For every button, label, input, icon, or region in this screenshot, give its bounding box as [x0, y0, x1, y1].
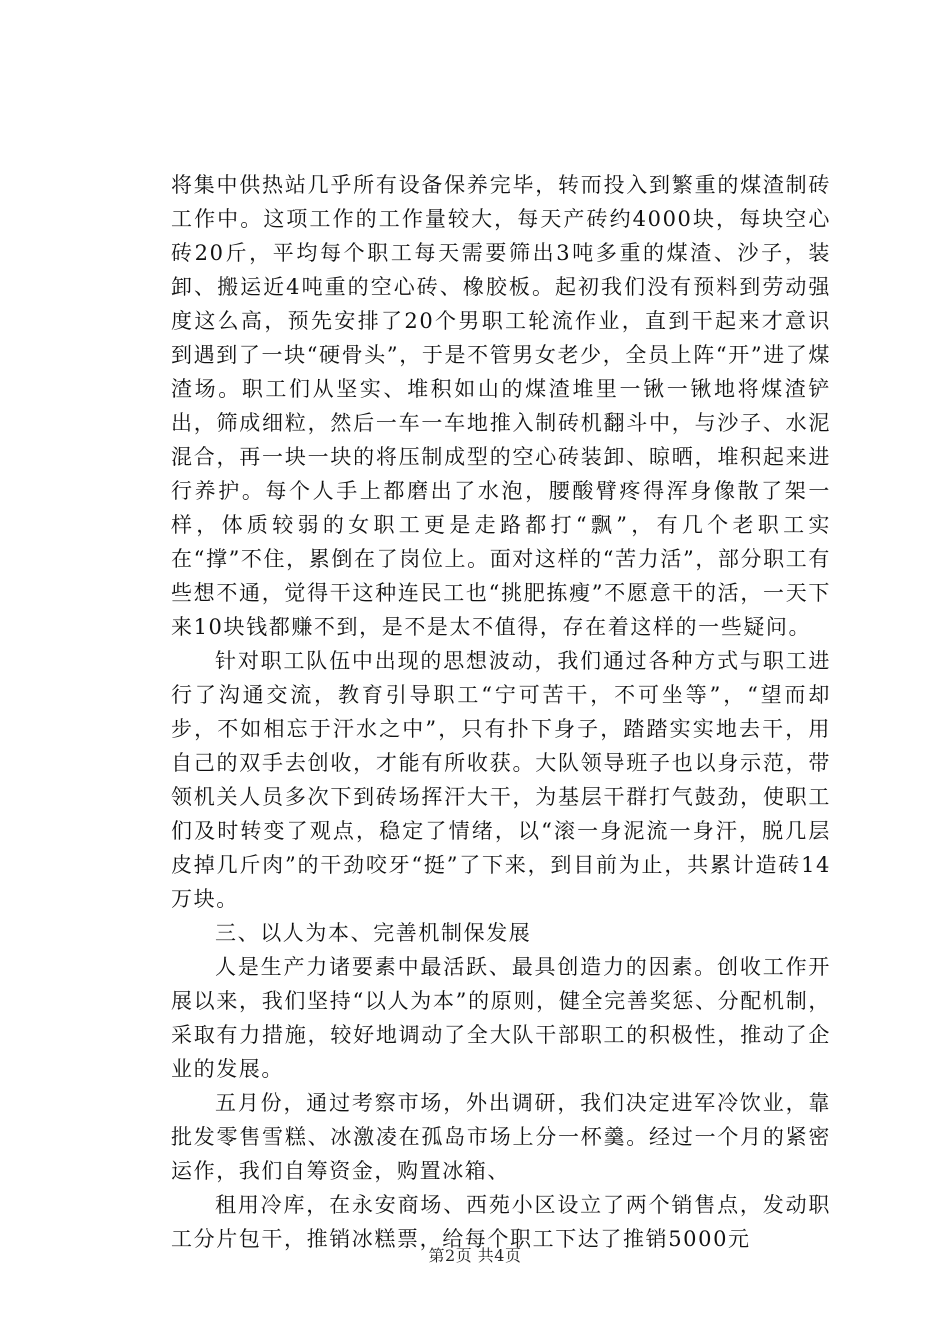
paragraph-4: 五月份，通过考察市场，外出调研，我们决定进军冷饮业，靠批发零售雪糕、冰激凌在孤岛市场上分一杯羹。经过一个月的紧密运作，我们自筹资金，购置冰箱、	[171, 1091, 831, 1183]
section-heading: 三、以人为本、完善机制保发展	[215, 921, 532, 945]
paragraph-2: 针对职工队伍中出现的思想波动，我们通过各种方式与职工进行了沟通交流，教育引导职工“宁可苦干，不可坐等”，“望而却步，不如相忘于汗水之中”，只有扑下身子，踏踏实实地去干，用自己的双手去创收，才能有所收获。大队领导班子也以身示范，带领机关人员多次下到砖场挥汗大干，为基层干群打气鼓劲，使职工们及时转变了观点，稳定了情绪，以“滚一身泥流一身汗，脱几层皮掉几斤肉”的干劲咬牙“挺”了下来，到目前为止，共累计造砖14万块。	[171, 649, 831, 911]
paragraph-1: 将集中供热站几乎所有设备保养完毕，转而投入到繁重的煤渣制砖工作中。这项工作的工作量较大，每天产砖约4000块，每块空心砖20斤，平均每个职工每天需要筛出3吨多重的煤渣、沙子，装卸、搬运近4吨重的空心砖、橡胶板。起初我们没有预料到劳动强度这么高，预先安排了20个男职工轮流作业，直到干起来才意识到遇到了一块“硬骨头”，于是不管男女老少，全员上阵“开”进了煤渣场。职工们从坚实、堆积如山的煤渣堆里一锹一锹地将煤渣铲出，筛成细粒，然后一车一车地推入制砖机翻斗中，与沙子、水泥混合，再一块一块的将压制成型的空心砖装卸、晾晒，堆积起来进行养护。每个人手上都磨出了水泡，腰酸臂疼得浑身像散了架一样，体质较弱的女职工更是走路都打“飘”，有几个老职工实在“撑”不住，累倒在了岗位上。面对这样的“苦力活”，部分职工有些想不通，觉得干这种连民工也“挑肥拣瘦”不愿意干的活，一天下来10块钱都赚不到，是不是太不值得，存在着这样的一些疑问。	[171, 173, 831, 639]
paragraph-3: 人是生产力诸要素中最活跃、最具创造力的因素。创收工作开展以来，我们坚持“以人为本”的原则，健全完善奖惩、分配机制，采取有力措施，较好地调动了全大队干部职工的积极性，推动了企业的发展。	[171, 955, 831, 1081]
paragraph-5: 租用冷库，在永安商场、西苑小区设立了两个销售点，发动职工分片包干，推销冰糕票，给每个职工下达了推销5000元	[171, 1193, 831, 1251]
document-body	[171, 168, 831, 1256]
page-number-footer: 第2页 共4页	[428, 1246, 522, 1265]
